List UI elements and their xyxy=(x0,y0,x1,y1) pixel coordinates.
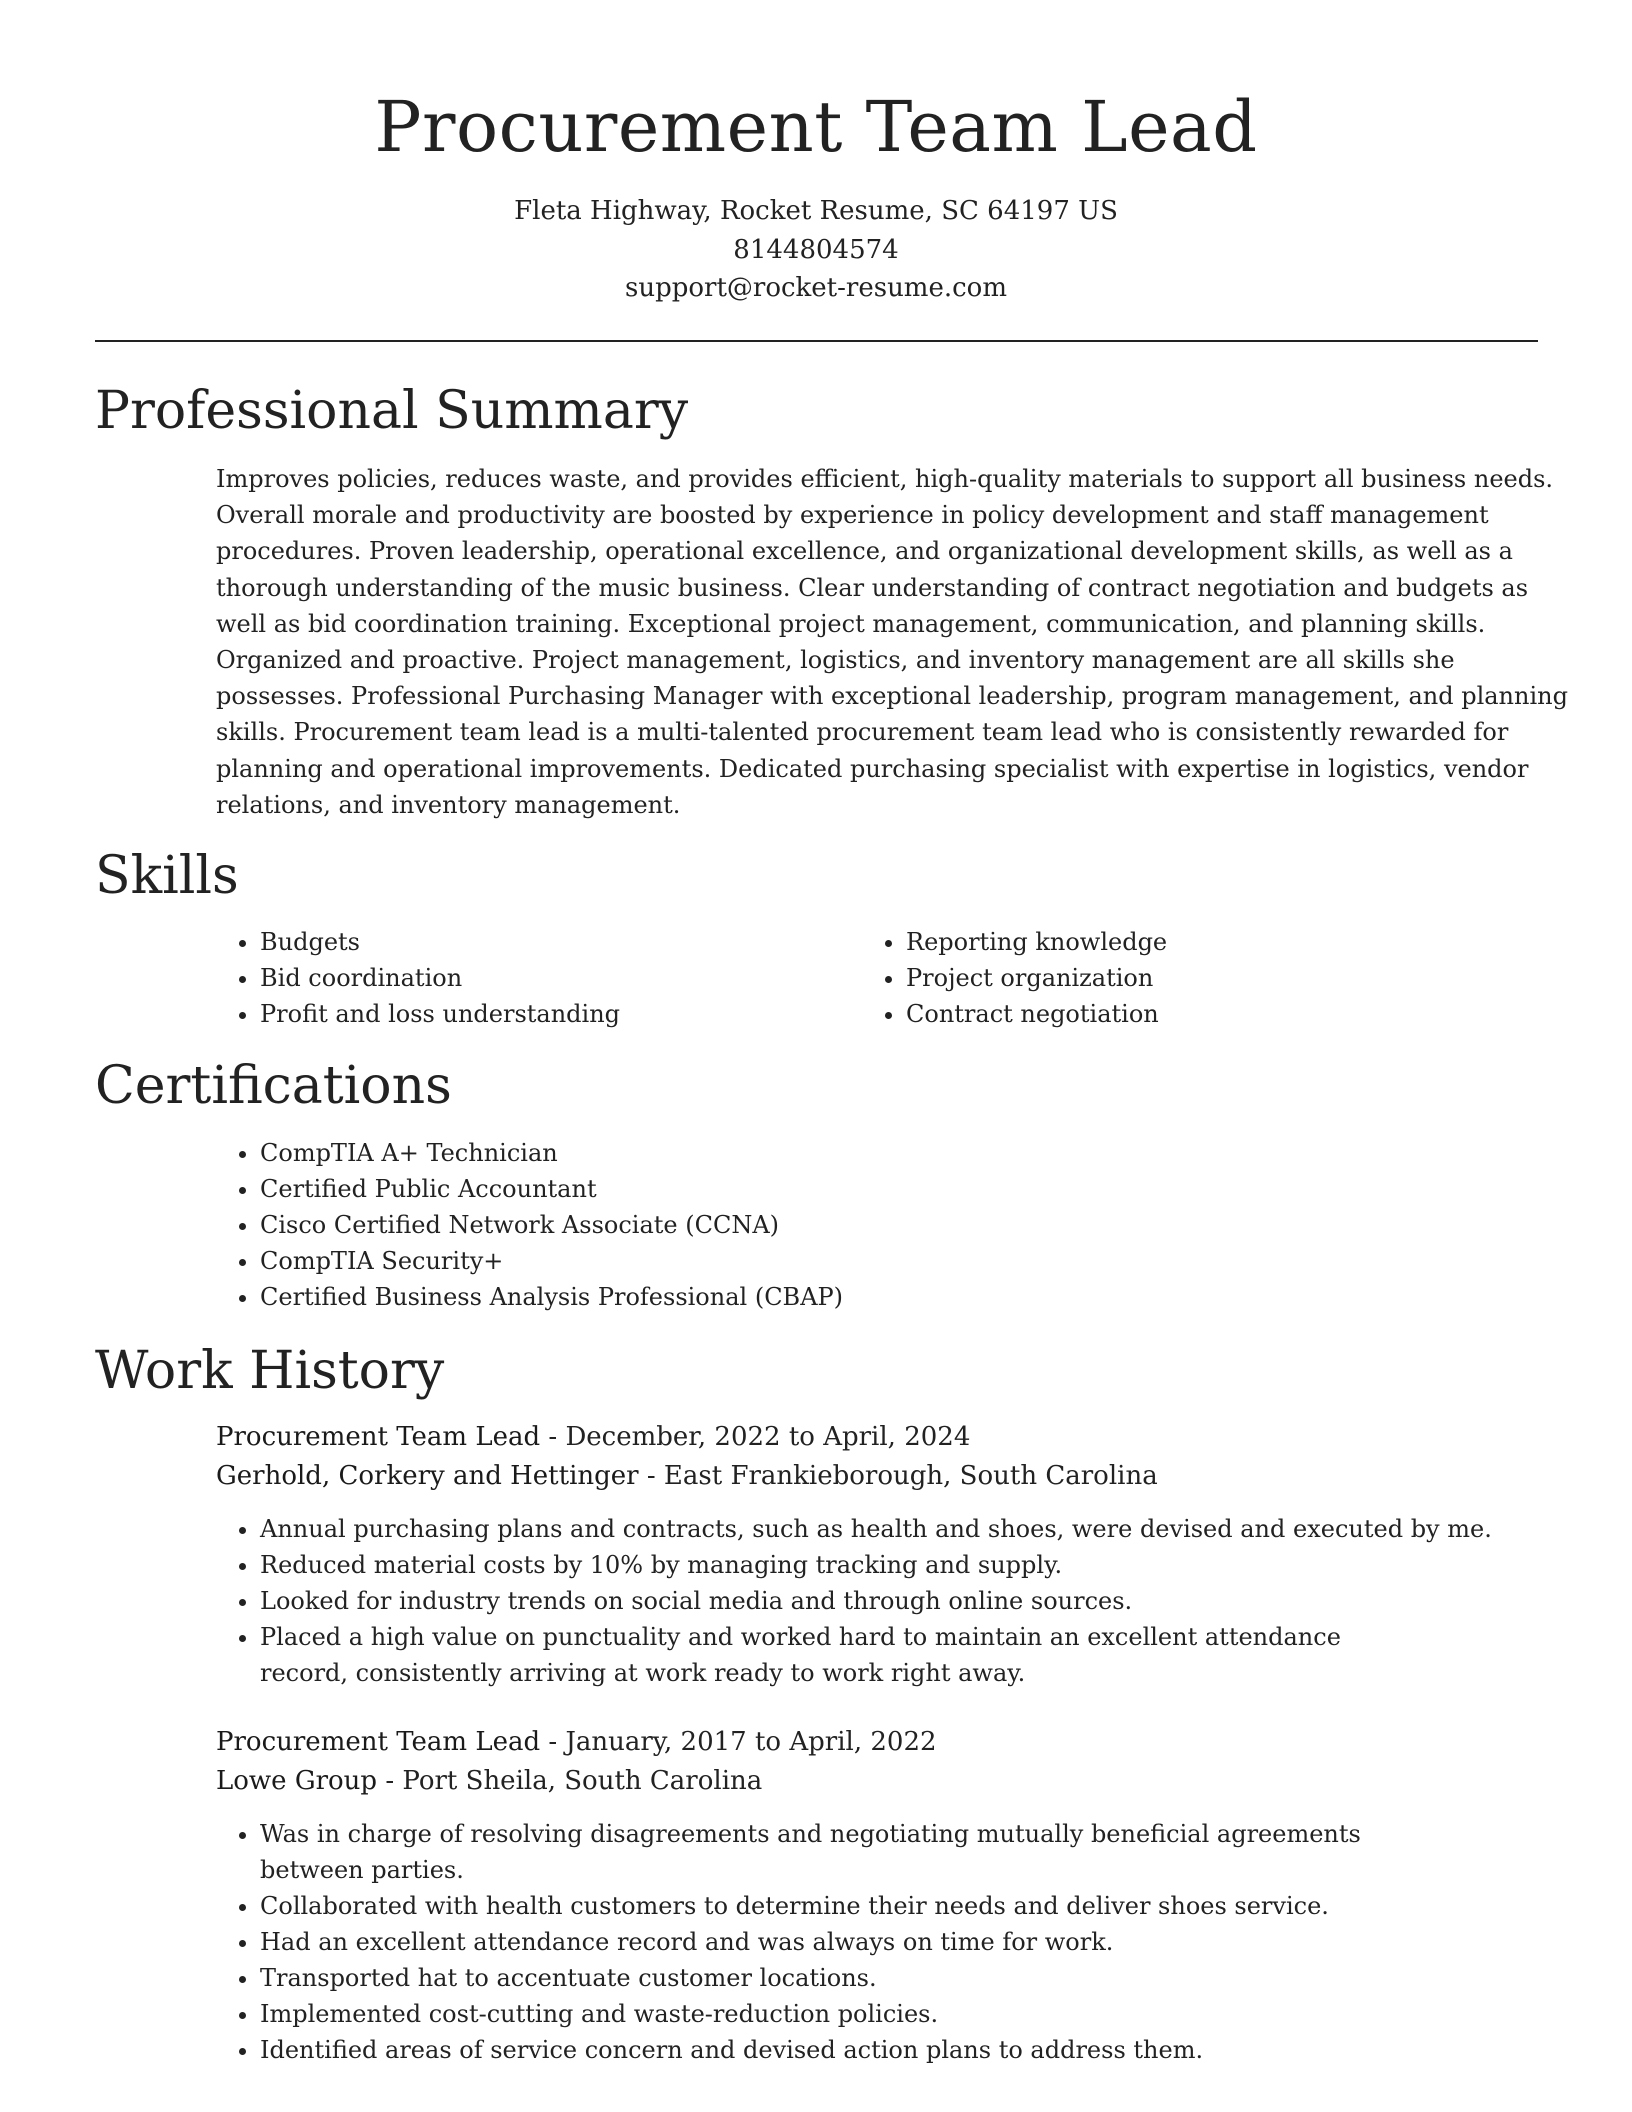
skills-list-left xyxy=(216,924,620,1032)
certification-item: • Certified Business Analysis Professional (CBAP) xyxy=(260,1279,843,1315)
job-bullet: • Had an excellent attendance record and was always on time for work. xyxy=(260,1924,1560,1960)
job-location: - Port Sheila, South Carolina xyxy=(377,1766,763,1796)
skill-item: • Project organization xyxy=(906,960,1167,996)
skill-item: • Bid coordination xyxy=(260,960,620,996)
certification-item: • CompTIA Security+ xyxy=(260,1243,843,1279)
skills-list-right xyxy=(862,924,1167,1032)
email: support@rocket-resume.com xyxy=(624,273,1007,303)
summary-line: thorough understanding of the music business. Clear understanding of contract negotiation and budgets as xyxy=(216,573,1529,602)
certification-item: • CompTIA A+ Technician xyxy=(260,1135,843,1171)
job-bullets xyxy=(216,1511,1560,1691)
job-bullet: • Placed a high value on punctuality and worked hard to maintain an excellent attendance record, consistently arriving at work ready to work right away. xyxy=(260,1619,1410,1691)
job-dates: - January, 2017 to April, 2022 xyxy=(540,1727,937,1757)
summary-line: relations, and inventory management. xyxy=(216,790,681,819)
address: Fleta Highway, Rocket Resume, SC 64197 US xyxy=(514,196,1118,226)
job-title-line xyxy=(216,1417,970,1457)
skill-item: • Budgets xyxy=(260,924,620,960)
summary-line: well as bid coordination training. Exceptional project management, communication, and planning skills. xyxy=(216,609,1486,638)
job-company-line xyxy=(216,1456,1158,1496)
certification-item: • Cisco Certified Network Associate (CCNA) xyxy=(260,1207,843,1243)
summary-line: Overall morale and productivity are boosted by experience in policy development and staff management xyxy=(216,501,1489,530)
skill-item: • Reporting knowledge xyxy=(906,924,1167,960)
job-company: Gerhold, Corkery and Hettinger xyxy=(216,1461,639,1491)
job-company: Lowe Group xyxy=(216,1766,378,1796)
job-bullet: • Transported hat to accentuate customer locations. xyxy=(260,1960,1560,1996)
job-bullet: • Annual purchasing plans and contracts, such as health and shoes, were devised and executed by me. xyxy=(260,1511,1560,1547)
skill-item: • Profit and loss understanding xyxy=(260,996,620,1032)
job-bullet: • Collaborated with health customers to determine their needs and deliver shoes service. xyxy=(260,1888,1560,1924)
job-bullets xyxy=(216,1816,1560,2068)
job-title-line xyxy=(216,1722,937,1762)
certifications-title: Certifications xyxy=(95,1056,452,1116)
summary-line: skills. Procurement team lead is a multi-talented procurement team lead who is consistently rewarded for xyxy=(216,718,1509,747)
summary-line: Organized and proactive. Project management, logistics, and inventory management are all skills she xyxy=(216,646,1455,675)
skill-item: • Contract negotiation xyxy=(906,996,1167,1032)
job-bullet: • Implemented cost-cutting and waste-reduction policies. xyxy=(260,1996,1560,2032)
job-bullet: • Identified areas of service concern and devised action plans to address them. xyxy=(260,2032,1560,2068)
summary-line: procedures. Proven leadership, operational excellence, and organizational development skills, as well as a xyxy=(216,537,1513,566)
phone: 8144804574 xyxy=(733,234,899,265)
summary-text xyxy=(216,461,1568,823)
job-location: - East Frankieborough, South Carolina xyxy=(638,1461,1158,1491)
job-bullet: • Reduced material costs by 10% by managing tracking and supply. xyxy=(260,1547,1560,1583)
job-dates: - December, 2022 to April, 2024 xyxy=(540,1422,971,1452)
job-company-line xyxy=(216,1761,762,1801)
header-divider xyxy=(95,340,1538,342)
job-role: Procurement Team Lead xyxy=(216,1422,541,1452)
skills-title: Skills xyxy=(95,846,239,906)
job-role: Procurement Team Lead xyxy=(216,1727,541,1757)
summary-title: Professional Summary xyxy=(95,381,689,441)
summary-line: Improves policies, reduces waste, and provides efficient, high-quality materials to support all business needs. xyxy=(216,465,1554,493)
certification-item: • Certified Public Accountant xyxy=(260,1171,843,1207)
work-history-title: Work History xyxy=(95,1341,445,1401)
resume-name: Procurement Team Lead xyxy=(374,86,1258,168)
summary-line: possesses. Professional Purchasing Manager with exceptional leadership, program management, and planning xyxy=(216,682,1568,711)
job-bullet: • Was in charge of resolving disagreements and negotiating mutually beneficial agreements between parties. xyxy=(260,1816,1440,1888)
job-bullet: • Looked for industry trends on social media and through online sources. xyxy=(260,1583,1560,1619)
certifications-list xyxy=(216,1135,843,1315)
summary-line: planning and operational improvements. Dedicated purchasing specialist with expertise in logistics, vendor xyxy=(216,754,1529,783)
contact-block xyxy=(0,192,1632,308)
